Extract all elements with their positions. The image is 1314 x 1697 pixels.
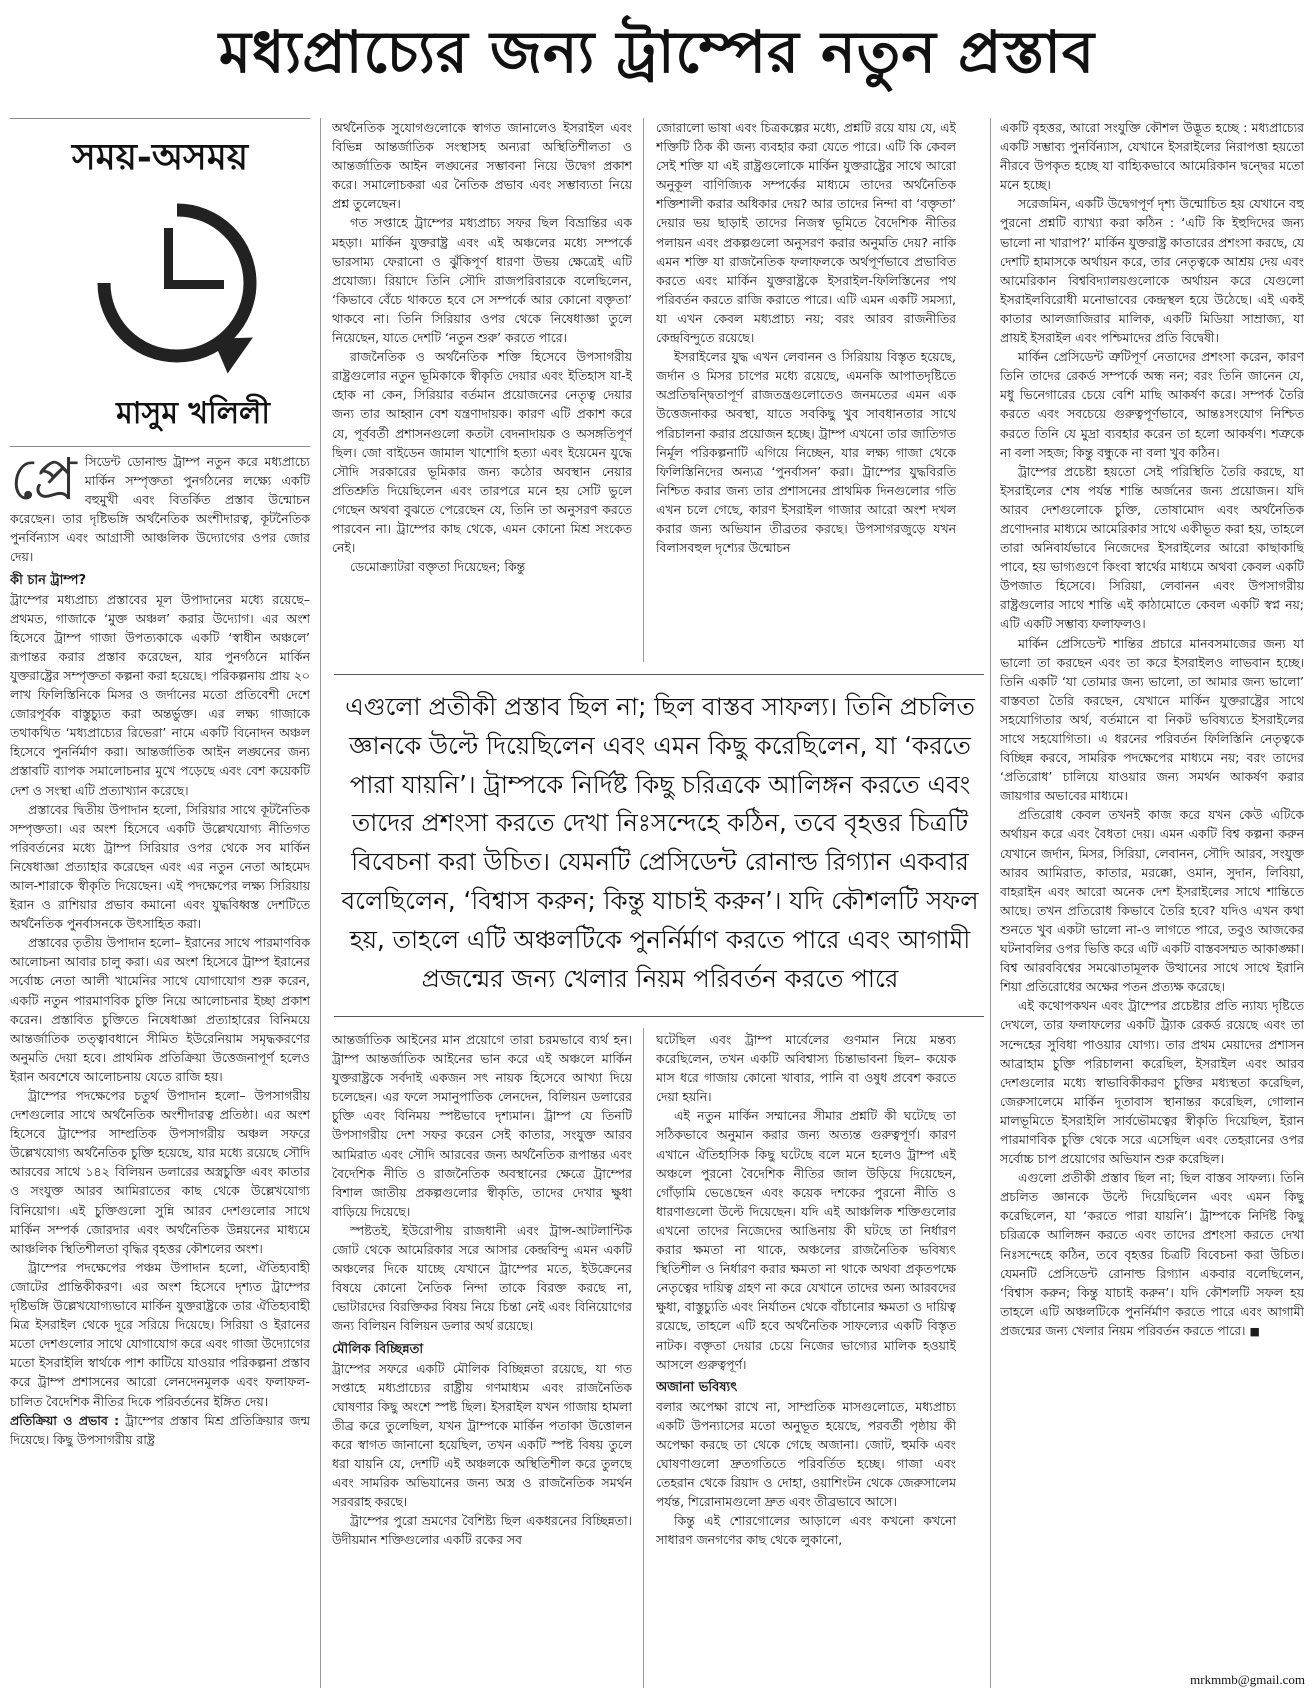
paragraph: স্পষ্টতই, ইউরোপীয় রাজধানী এবং ট্রান্স-আটলান্টিক জোট থেকে আমেরিকার সরে আসার কেন্দ্রবিন্দু এমন একটি অঞ্চলের দিকে যাচ্ছে যেখানে ট্রাম্পের মতে, ইউক্রেনের বিষয়ে কোনো নৈতিক নিন্দা তাকে বিরক্ত করছে না, ভোটারদের বিরক্তিকর বিষয় নিয়ে চিন্তা নেই এবং বিনিয়োগের জন্য বিলিয়ন বিলিয়ন ডলার অর্থ রয়েছে।: [332, 1222, 632, 1334]
column-divider-2-bottom: [643, 1028, 644, 1688]
page-headline: মধ্যপ্রাচ্যের জন্য ট্রাম্পের নতুন প্রস্তাব: [218, 18, 1096, 86]
paragraph: এই নতুন মার্কিন সম্মানের সীমার প্রশ্নটি কী ঘটেছে তা সঠিকভাবে অনুমান করার জন্য অত্যন্ত গুরুত্বপূর্ণ। কারণ এখানে ঐতিহাসিক কিছু ঘটেছে বলে মনে হলেও ট্রাম্প এই অঞ্চলে পুরনো বৈদেশিক নীতির জাল উড়িয়ে দিয়েছেন, গোঁড়ামি ভেঙেছেন এবং কয়েক দশকের পুরনো নীতি ও ধারণাগুলো উল্টে দিয়েছেন। যদি এই আঞ্চলিক শক্তিগুলোর এখনো তাদের নিজেদের আঙিনায় কী ঘটছে তা নির্ধারণ করার ক্ষমতা না থাকে, অঞ্চলের রাজনৈতিক ভবিষ্যৎ স্থিতিশীল ও নির্ধারণ করার ক্ষমতা না থাকে অথবা প্রকৃতপক্ষে নেতৃত্বের দায়িত্ব গ্রহণ না করে যেখানে তাদের অন্য আরবদের ক্ষুধা, বাস্তুচ্যুতি এবং নির্যাতন থেকে বাঁচানোর ক্ষমতা ও দায়িত্ব রয়েছে, তাহলে এটি হবে অর্থনৈতিক সাফল্যের একটি বিস্তৃত নাটক। বক্তৃতা দেয়ার চেয়ে নিজের ভাগ্যের মালিক হওয়াই আসলে গুরুত্বপূর্ণ।: [656, 1108, 956, 1372]
paragraph: ট্রাম্পের প্রচেষ্টা হয়তো সেই পরিস্থিতি তৈরি করছে, যা ইসরাইলের শেষ পর্যন্ত শান্তি অর্জনের জন্য প্রয়োজন। যদি আরব দেশগুলোকে চুক্তি, তোষামোদ এবং অর্থনৈতিক প্রণোদনার মাধ্যমে আমেরিকার সাথে একীভূত করা হয়, তাহলে তারা অনিবার্যভাবে নিজেদের ইসরাইলের আরো কাছাকাছি পাবে, হয় ভাগ্যগুণে কিংবা স্বার্থের মাধ্যমে অথবা কেবল একটি উপজাত হিসেবে। সিরিয়া, লেবানন এবং উপসাগরীয় রাষ্ট্রগুলোর সাথে শান্তি এই কাঠামোতে কেবল একটি স্বপ্ন নয়; এটি একটি সম্ভাব্য ফলাফলও।: [1000, 463, 1304, 632]
clock-icon: [92, 198, 262, 388]
paragraph: ইসরাইলের যুদ্ধ এখন লেবানন ও সিরিয়ায় বিস্তৃত হয়েছে, জর্দান ও মিসর চাপের মধ্যে রয়েছে, এমনকি আপাতদৃষ্টিতে অপ্রতিদ্বন্দ্বিতাপূর্ণ রাজতন্ত্রগুলোতেও জনমতের এমন এক উত্তেজনাকর অবস্থা, যাতে সবকিছু খুব সাবধানতার সাথে পরিচালনা করার প্রয়োজন হচ্ছে। ট্রাম্প এখনো তার জাতিগত নির্মূল পরিকল্পনাটি এগিয়ে নিচ্ছেন, যার লক্ষ্য গাজা থেকে ফিলিস্তিনিদের অন্যত্র ‘পুনর্বাসন’ করা। ট্রাম্পের যুদ্ধবিরতি নিশ্চিত করার জন্য তার প্রশাসনের প্রাথমিক দিনগুলোর গতি এখন চলে গেছে, কারণ ইসরাইল গাজার আরো অংশ দখল করার জন্য অভিযান তীব্রতর করছে। উপসাগরজুড়ে যখন বিলাসবহুল দৃশ্যের উন্মোচন: [656, 349, 956, 556]
paragraph: প্রস্তাবের দ্বিতীয় উপাদান হলো, সিরিয়ার সাথে কূটনৈতিক সম্পৃক্ততা। এর অংশ হিসেবে একটি উল্লেখযোগ্য নীতিগত পরিবর্তনের মধ্যে ট্রাম্প সিরিয়ার ওপর থেকে সব মার্কিন নিষেধাজ্ঞা প্রত্যাহার করেছেন এবং এর নতুন নেতা আহমেদ আল-শারাকে স্বীকৃতি দিয়েছেন। এই পদক্ষেপের লক্ষ্য সিরিয়ায় ইরান ও রাশিয়ার প্রভাব কমানো এবং যুদ্ধবিধ্বস্ত দেশটিতে অর্থনৈতিক পুনর্বাসনকে উৎসাহিত করা।: [10, 801, 310, 932]
column-divider-2-top: [643, 118, 644, 662]
article-column-2-bottom: [332, 1030, 632, 1692]
paragraph: জোরালো ভাষা এবং চিত্রকল্পের মধ্যে, প্রশ্নটি রয়ে যায় যে, এই শক্তিটি ঠিক কী জন্য ব্যবহার করা যেতে পারে। এটি কি কেবল সেই শক্তি যা এই রাষ্ট্রগুলোকে মার্কিন যুক্তরাষ্ট্রের সাথে আরো অনুকূল বাণিজ্যিক সম্পর্কের মাধ্যমে তাদের অর্থনৈতিক শক্তিশালী করার অধিকার দেয়? আর তাদের নিন্দা বা ‘বক্তৃতা’ দেয়ার ভয় ছাড়াই তাদের নিজস্ব ভূমিতে বৈদেশিক নীতির পলায়ন এবং প্রকল্পগুলো অনুসরণ করার অনুমতি দেয়? নাকি এমন শক্তি যা রাজনৈতিক ফলাফলকে অর্থপূর্ণভাবে প্রভাবিত করতে এবং মার্কিন যুক্তরাষ্ট্রকে ইসরাইল-ফিলিস্তিনের পথ পরিবর্তন করতে রাজি করাতে পারে। এটি এমন একটি সমস্যা, যা এখন কেবল মধ্যপ্রাচ্য নয়; বরং আরব রাজনীতির কেন্দ্রবিন্দুতে রয়েছে।: [656, 120, 956, 346]
dropcap: প্রে: [10, 452, 77, 513]
pull-quote: এগুলো প্রতীকী প্রস্তাব ছিল না; ছিল বাস্তব সাফল্য। তিনি প্রচলিত জ্ঞানকে উল্টে দিয়েছিলেন এবং এমন কিছু করেছিলেন, যা ‘করতে পারা যায়নি’। ট্রাম্পকে নির্দিষ্ট কিছু চরিত্রকে আলিঙ্গন করতে এবং তাদের প্রশংসা করতে দেখা নিঃসন্দেহে কঠিন, তবে বৃহত্তর চিত্রটি বিবেচনা করা উচিত। যেমনটি প্রেসিডেন্ট রোনাল্ড রিগ্যান একবার বলেছিলেন, ‘বিশ্বাস করুন; কিন্তু যাচাই করুন’। যদি কৌশলটি সফল হয়, তাহলে এটি অঞ্চলটিকে পুনর্নির্মাণ করতে পারে এবং আগামী প্রজন্মের জন্য খেলার নিয়ম পরিবর্তন করতে পারে: [341, 692, 979, 993]
paragraph-final: [1000, 1168, 1304, 1341]
article-column-4: [1000, 118, 1304, 1670]
pullquote-rule-bottom: [334, 1016, 984, 1017]
paragraph: ট্রাম্পের মধ্যপ্রাচ্য প্রস্তাবের মূল উপাদানের মধ্যে রয়েছে– প্রথমত, গাজাকে ‘মুক্ত অঞ্চল’ করার উদ্যোগ। এর অংশ হিসেবে ট্রাম্প গাজা উপত্যকাকে একটি ‘স্বাধীন অঞ্চলে’ রূপান্তর করার প্রস্তাব করেছেন, যার পুনর্গঠনে মার্কিন যুক্তরাষ্ট্রের সম্পৃক্ততা কল্পনা করা হয়েছে। পরিকল্পনায় প্রায় ২০ লাখ ফিলিস্তিনিকে মিসর ও জর্দানের মতো প্রতিবেশী দেশে জোরপূর্বক বাস্তুচ্যুত করা অন্তর্ভুক্ত। এর লক্ষ্য গাজাকে তথাকথিত ‘মধ্যপ্রাচ্যের রিভেরা’ নামে একটি বিনোদন অঞ্চল হিসেবে পুনর্নির্মাণ করা। আন্তর্জাতিক আইন লঙ্ঘনের জন্য প্রস্তাবটি ব্যাপক সমালোচনার মুখে পড়েছে এবং বেশ কয়েকটি দেশ ও সংস্থা এটি প্রত্যাখ্যান করেছে।: [10, 591, 310, 798]
intro-paragraph: [10, 452, 310, 567]
article-column-3-bottom: [656, 1030, 956, 1692]
article-column-2-top: [332, 118, 632, 666]
paragraph: অর্থনৈতিক সুযোগগুলোকে স্বাগত জানালেও ইসরাইল এবং বিভিন্ন আন্তর্জাতিক সংস্থাসহ অন্যরা অস্থিতিশীলতা ও আন্তর্জাতিক আইন লঙ্ঘনের সম্ভাবনা নিয়ে উদ্বেগ প্রকাশ করে। সমালোচকরা এর নৈতিক প্রভাব এবং সম্ভাব্যতা নিয়ে প্রশ্ন তুলেছেন।: [332, 120, 632, 212]
paragraph: ঘটেছিল এবং ট্রাম্প মার্বেলের গুণমান নিয়ে মন্তব্য করেছিলেন, তখন একটি অবিশ্বাস্য চিন্তাভাবনা ছিল– কয়েক মাস ধরে গাজায় কোনো খাবার, পানি বা ওষুধ প্রবেশ করতে দেয়া হয়নি।: [656, 1032, 956, 1105]
paragraph: কিন্তু এই শোরগোলের আড়ালে এবং কখনো কখনো সাধারণ জনগণের কাছ থেকে লুকানো,: [656, 1513, 956, 1548]
paragraph-text: এগুলো প্রতীকী প্রস্তাব ছিল না; ছিল বাস্তব সাফল্য। তিনি প্রচলিত জ্ঞানকে উল্টে দিয়েছিলেন এবং এমন কিছু করেছিলেন, যা ‘করতে পারা যায়নি’। ট্রাম্পকে নির্দিষ্ট কিছু চরিত্রকে আলিঙ্গন করতে এবং তাদের প্রশংসা করতে দেখা নিঃসন্দেহে কঠিন, তবে বৃহত্তর চিত্রটি বিবেচনা করা উচিত। যেমনটি প্রেসিডেন্ট রোনাল্ড রিগ্যান একবার বলেছিলেন, ‘বিশ্বাস করুন; কিন্তু যাচাই করুন’। যদি কৌশলটি সফল হয় তাহলে এটি অঞ্চলটিকে পুনর্নির্মাণ করতে পারে এবং আগামী প্রজন্মের জন্য খেলার নিয়ম পরিবর্তন করতে পারে।: [1000, 1170, 1304, 1338]
byline-rule: [10, 446, 310, 447]
clock-icon-graphic: [92, 198, 262, 388]
inline-heading-reaction: প্রতিক্রিয়া ও প্রভাব :: [10, 1412, 120, 1428]
section-heading-unknown-future: অজানা ভবিষ্যৎ: [656, 1379, 738, 1395]
paragraph: একটি বৃহত্তর, আরো সংযুক্তি কৌশল উদ্ভূত হচ্ছে : মধ্যপ্রাচ্যের একটি সম্ভাব্য পুনর্বিন্যাস, যেখানে ইসরাইলের নিরাপত্তা হয়তো নীরবে উপকৃত হচ্ছে যা বাহ্যিকভাবে আমেরিকান দ্বন্দ্বের মতো মনে হচ্ছে।: [1000, 120, 1304, 193]
paragraph: প্রতিরোধ কেবল তখনই কাজ করে যখন কেউ এটিকে অর্থায়ন করে এবং বৈধতা দেয়। এমন একটি বিশ্ব কল্পনা করুন যেখানে জর্দান, মিসর, সিরিয়া, লেবানন, সৌদি আরব, সংযুক্ত আরব আমিরাত, কাতার, মরক্কো, ওমান, সুদান, লিবিয়া, বাহরাইন এবং আরো অনেক দেশ ইসরাইলের সাথে শান্তিতে আছে। তখন প্রতিরোধ কিভাবে তৈরি হবে? যদিও এখন কথা শুনতে খুব একটা ভালো না-ও লাগতে পারে, তবুও আজকের ঘটনাবলির ওপর ভিত্তি করে এটি একটি বাস্তবসম্মত আকাঙ্ক্ষা। বিশ্ব আরববিশ্বের সমঝোতামূলক উত্থানের সাথে সাথে ইরানি শিয়া প্রতিরোধের অক্ষের পতন প্রত্যক্ষ করেছে।: [1000, 807, 1304, 995]
paragraph: বলার অপেক্ষা রাখে না, সাম্প্রতিক মাসগুলোতে, মধ্যপ্রাচ্য একটি উপন্যাসের মতো অনুভূত হয়েছে, পরবর্তী পৃষ্ঠায় কী অপেক্ষা করছে তা থেকে গেছে অজানা। জোট, হুমকি এবং ঘোষণাগুলো দ্রুতগতিতে পরিবর্তিত হচ্ছে। গাজা এবং তেহরান থেকে রিয়াদ ও দোহা, ওয়াশিংটন থেকে জেরুসালেম পর্যন্ত, শিরোনামগুলো দ্রুত এবং তীব্রভাবে আসে।: [656, 1398, 956, 1510]
pullquote-rule-top: [334, 674, 984, 675]
article-column-1: [10, 452, 310, 1692]
intro-text: সিডেন্ট ডোনাল্ড ট্রাম্প নতুন করে মধ্যপ্রাচ্যে মার্কিন সম্পৃক্ততা পুনর্গঠনের লক্ষ্যে একটি বহুমুখী এবং বিতর্কিত প্রস্তাব উন্মোচন করেছেন। তার দৃষ্টিভঙ্গি অর্থনৈতিক অংশীদারত্ব, কূটনৈতিক পুনর্বিন্যাস এবং আগ্রাসী আঞ্চলিক উদ্যোগের ওপর জোর দেয়।: [10, 454, 310, 565]
paragraph: রাজনৈতিক ও অর্থনৈতিক শক্তি হিসেবে উপসাগরীয় রাষ্ট্রগুলোর নতুন ভূমিকাকে স্বীকৃতি দেয়ার এবং ইতিহাস যা-ই হোক না কেন, সিরিয়ার বর্তমান প্রয়োজনের নেতৃত্ব দেয়ার জন্য তার আহ্বান বেশ যন্ত্রণাদায়ক। কারণ এটি প্রকাশ করে যে, পূর্ববর্তী প্রশাসনগুলো কতটা বেদনাদায়ক ও অসঙ্গতিপূর্ণ ছিল। জো বাইডেন জামাল খাশোগি হত্যা এবং ইয়েমেন যুদ্ধে সৌদি সরকারের ভূমিকার জন্য কঠোর অবস্থান নেয়ার প্রতিশ্রুতি দিয়েছিলেন এবং তারপরে মনে হয় সেটি ভুলে গেছেন অথবা বুঝতে পেরেছেন যে, তিনি তা অনুসরণ করতে পারবেন না। ট্রাম্পের কাছ থেকে, এমন কোনো মিশ্র সংকেত নেই।: [332, 349, 632, 556]
paragraph: ডেমোক্র্যাটরা বক্তৃতা দিয়েছেন; কিন্তু: [350, 559, 526, 575]
column-divider-1: [320, 118, 321, 1688]
paragraph: সরেজমিন, একটি উদ্বেগপূর্ণ দৃশ্য উন্মোচিত হয় যেখানে বহু পুরনো প্রশ্নটি ব্যাখ্যা করা কঠিন : ‘এটি কি ইহুদিদের জন্য ভালো না খারাপ?’ মার্কিন যুক্তরাষ্ট্র কাতারের প্রশংসা করছে, যে দেশটি হামাসকে অর্থায়ন করে, তার নেতৃত্বকে আশ্রয় দেয় এবং আমেরিকান বিশ্ববিদ্যালয়গুলোকে অর্থায়ন করে যেগুলো ইসরাইলবিরোধী মনোভাবের কেন্দ্রস্থল হয়ে উঠেছে। এই একই কাতার আলজাজিরার মালিক, একটি মিডিয়া সাম্রাজ্য, যা প্রায়ই ইসরাইল এবং পশ্চিমাদের প্রতি বিদ্বেষী।: [1000, 196, 1304, 346]
paragraph: ট্রাম্পের সফরে একটি মৌলিক বিচ্ছিন্নতা রয়েছে, যা গত সপ্তাহে মধ্যপ্রাচ্যের রাষ্ট্রীয় গণমাধ্যম এবং রাজনৈতিক ঘোষণার কিছু অংশে স্পষ্ট ছিল। ইসরাইল যখন গাজায় হামলা তীব্র করে তুলেছিল, যখন ট্রাম্পকে মার্কিন পতাকা উত্তোলন করে স্বাগত জানানো হয়েছিল, তখন একটি স্পষ্ট বিষয় তুলে ধরা যায়নি যে, দেশটি এই অঞ্চলকে অস্থিতিশীল করে তুলছে এবং সামরিক অভিযানের জন্য অস্ত্র ও রাজনৈতিক সমর্থন সরবরাহ করছে।: [332, 1360, 632, 1510]
paragraph: এই কথোপকথন এবং ট্রাম্পের প্রচেষ্টার প্রতি ন্যায্য দৃষ্টিতে দেখলে, তার ফলাফলের একটি ট্র্যাক রেকর্ড রয়েছে এবং তা সন্দেহের সুবিধা পাওয়ার যোগ্য। তার প্রথম মেয়াদের প্রশাসন আব্রাহাম চুক্তি পরিচালনা করেছিল, ইসরাইল এবং আরব দেশগুলোর মধ্যে স্বাভাবিকীকরণ চুক্তির মধ্যস্থতা করেছিল, জেরুসালেমে মার্কিন দূতাবাস স্থানান্তর করেছিল, গোলান মালভূমিতে ইসরাইলি সার্বভৌমত্বের স্বীকৃতি দিয়েছিল, ইরান পারমাণবিক চুক্তি থেকে সরে এসেছিল এবং তেহরানের ওপর সর্বোচ্চ চাপ প্রয়োগের অভিযান শুরু করেছিল।: [1000, 998, 1304, 1167]
paragraph: প্রস্তাবের তৃতীয় উপাদান হলো– ইরানের সাথে পারমাণবিক আলোচনা আবার চালু করা। এর অংশ হিসেবে ট্রাম্প ইরানের সর্বোচ্চ নেতা আলী খামেনির সাথে যোগাযোগ শুরু করেন, একটি নতুন পারমাণবিক চুক্তি নিয়ে আলোচনার ইচ্ছা প্রকাশ করেন। প্রস্তাবিত চুক্তিতে নিষেধাজ্ঞা প্রত্যাহারের বিনিময়ে আন্তর্জাতিক তত্ত্বাবধানে সীমিত ইউরেনিয়াম সমৃদ্ধকরণের অনুমতি দেয়া হবে। প্রাথমিক প্রতিক্রিয়া উত্তেজনাপূর্ণ হলেও ইরান অবশেষে আলোচনায় যেতে রাজি হয়।: [10, 935, 310, 1084]
paragraph: ট্রাম্পের পদক্ষেপের পঞ্চম উপাদান হলো, ঐতিহ্যবাহী জোটের প্রান্তিকীকরণ। এর অংশ হিসেবে দৃশ্যত ট্রাম্পের দৃষ্টিভঙ্গি উল্লেখযোগ্যভাবে মার্কিন যুক্তরাষ্ট্রকে তার ঐতিহ্যবাহী মিত্র ইসরাইল থেকে দূরে সরিয়ে দিয়েছে। সিরিয়া ও ইরানের মতো দেশগুলোর সাথে যোগাযোগ করে এবং গাজা উদ্যোগের মতো ইসরাইলি স্বার্থকে পাশ কাটিয়ে যাওয়ার পরিকল্পনা প্রস্তাব করে ট্রাম্প প্রশাসনের আরো লেনদেনমূলক এবং ফলাফল-চালিত বৈদেশিক নীতির দিকে পরিবর্তনের ইঙ্গিত দেয়।: [10, 1259, 310, 1409]
paragraph: মার্কিন প্রেসিডেন্ট ত্রুটিপূর্ণ নেতাদের প্রশংসা করেন, কারণ তিনি তাদের রেকর্ড সম্পর্কে অন্ধ নন; বরং তিনি জানেন যে, মধু ভিনেগারের চেয়ে বেশি মাছি আকর্ষণ করে। সম্পর্ক তৈরি করতে এবং সবচেয়ে গুরুত্বপূর্ণভাবে, আন্তঃসংযোগ নিশ্চিত করতে তিনি যে মুদ্রা ব্যবহার করেন তা হলো আকর্ষণ। শত্রুকে না বলা সহজ; কিন্তু বন্ধুকে না বলা খুব কঠিন।: [1000, 349, 1304, 460]
column-title: সময়-অসময়: [71, 136, 249, 178]
author-email: mrkmmb@gmail.com: [1190, 1672, 1305, 1687]
paragraph: মার্কিন প্রেসিডেন্ট শান্তির প্রচারে মানবসমাজের জন্য যা ভালো তা করছেন এবং তা করে ইসরাইলও লাভবান হচ্ছে। তিনি একটি ‘যা তোমার জন্য ভালো, তা আমার জন্য ভালো’ বাস্তবতা তৈরি করছেন, যেখানে মার্কিন যুক্তরাষ্ট্রের সাথে সহযোগিতার অর্থ, বর্তমানে বা নিকট ভবিষ্যতে ইসরাইলের সাথে সহযোগিতা। এ ধরনের পরিবর্তন ফিলিস্তিনি নেতৃত্বকে বিচ্ছিন্ন করবে, সামরিক পদক্ষেপের মাধ্যমে নয়; বরং তাদের ‘প্রতিরোধ’ চালিয়ে যাওয়ার জন্য সমর্থন আকর্ষণ করার জায়গার অভাবের মাধ্যমে।: [1000, 635, 1304, 804]
paragraph: গত সপ্তাহে ট্রাম্পের মধ্যপ্রাচ্য সফর ছিল বিভ্রান্তির এক মহড়া। মার্কিন যুক্তরাষ্ট্র এবং এই অঞ্চলের মধ্যে সম্পর্কে ভারসাম্য ফেরানো ও ঝুঁকিপূর্ণ ধারণা উভয় ক্ষেত্রেই এটি প্রযোজ্য। রিয়াদে তিনি সৌদি রাজপরিবারকে বলেছিলেন, ‘কিভাবে বেঁচে থাকতে হবে সে সম্পর্কে আর কোনো বক্তৃতা’ থাকবে না। তিনি সিরিয়ার ওপর থেকে নিষেধাজ্ঞা তুলে নিয়েছেন, যাতে দেশটি ‘নতুন শুরু’ করতে পারে।: [332, 215, 632, 346]
paragraph-reaction: [10, 1411, 310, 1449]
article-column-3-top: [656, 118, 956, 666]
paragraph: ট্রাম্পের পুরো ভ্রমণের বৈশিষ্ট্য ছিল একধরনের বিচ্ছিন্নতা। উদীয়মান শক্তিগুলোর একটি রকের সব: [332, 1513, 632, 1548]
end-mark: ■: [1249, 1324, 1260, 1338]
author-byline: মাসুম খলিলী: [116, 396, 270, 431]
column-divider-3: [990, 118, 991, 1688]
paragraph: ট্রাম্পের পদক্ষেপের চতুর্থ উপাদান হলো– উপসাগরীয় দেশগুলোর সাথে অর্থনৈতিক অংশীদারত্ব প্রতিষ্ঠা। এর অংশ হিসেবে ট্রাম্পের সাম্প্রতিক উপসাগরীয় অঞ্চল সফরে উল্লেখযোগ্য অর্থনৈতিক চুক্তি হয়েছে, যার মধ্যে রয়েছে সৌদি আরবের সাথে ১৪২ বিলিয়ন ডলারের অস্ত্রচুক্তি এবং কাতার ও সংযুক্ত আরব আমিরাতের কাছ থেকে উল্লেখযোগ্য বিনিয়োগ। এই চুক্তিগুলো সুন্নি আরব দেশগুলোর সাথে মার্কিন সম্পর্ক জোরদার এবং অর্থনৈতিক উন্নয়নের মাধ্যমে আঞ্চলিক স্থিতিশীলতা বৃদ্ধির বৃহত্তর কৌশলের অংশ।: [10, 1088, 310, 1256]
section-heading-fundamental-disconnect: মৌলিক বিচ্ছিন্নতা: [332, 1341, 424, 1357]
paragraph: আন্তর্জাতিক আইনের মান প্রয়োগে তারা চরমভাবে ব্যর্থ হন। ট্রাম্প আন্তর্জাতিক আইনের ভান করে এই অঞ্চলে মার্কিন যুক্তরাষ্ট্রকে সর্বদাই একজন সৎ নায়ক হিসেবে আখ্যা দিয়ে চলেছেন। এর ফলে সমানুপাতিক লেনদেন, বিলিয়ন ডলারের চুক্তি এবং বিনিময় স্পষ্টভাবে দৃশ্যমান। ট্রাম্প যে তিনটি উপসাগরীয় দেশ সফর করেন সেই কাতার, সংযুক্ত আরব আমিরাত এবং সৌদি আরবের জন্য অর্থনৈতিক রূপান্তর এবং বৈদেশিক নীতি ও রাজনৈতিক অবস্থানের ক্ষেত্রে ট্রাম্পের বিশাল জাতীয় প্রকল্পগুলোর স্বীকৃতি, তাদের দেখার ক্ষুধা বাড়িয়ে দিয়েছে।: [332, 1032, 632, 1219]
column-title-rule-top: [10, 118, 310, 119]
section-heading-what-trump-wants: কী চান ট্রাম্প?: [10, 572, 87, 588]
paragraph-text: ট্রাম্পের প্রস্তাব মিশ্র প্রতিক্রিয়ার জন্ম দিয়েছে। কিছু উপসাগরীয় রাষ্ট্র: [10, 1412, 310, 1447]
